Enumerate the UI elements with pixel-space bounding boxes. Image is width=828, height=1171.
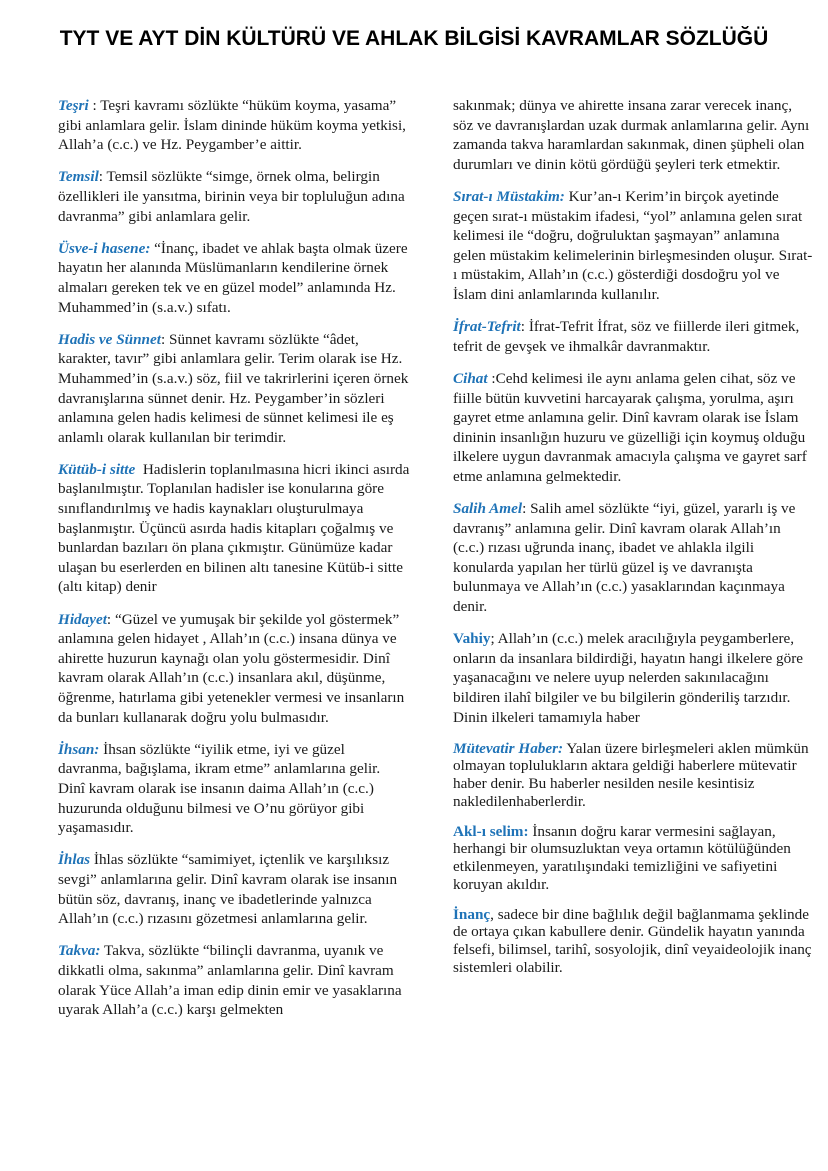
definition: Sünnet kavramı sözlükte “âdet, karakter, tavır” gibi anlamlara gelir. Terim olarak ise Hz. Muhammed’in (s.a.v.) söz, fiil ve takrirlerini içeren örnek davranışlarına sünnet denir. Hz. Peygamber’in sözleri anlamına gelen hadis kelimesi de sünnet kelimesi ile eş anlamlı olarak kullanılan bir terimdir.	[58, 330, 409, 446]
term: Vahiy	[453, 630, 491, 648]
term: İfrat-Tefrit	[453, 318, 521, 336]
definition: Takva, sözlükte “bilinçli davranma, uyanık ve dikkatli olma, sakınma” anlamlarına gelir. Dinî kavram olarak Yüce Allah’a iman edip dinin emir ve yasaklarına uyarak Allah’a (c.c.) karşı gelmekten	[58, 942, 402, 1019]
entry-cihat	[453, 369, 813, 487]
term: Üsve-i hasene:	[58, 239, 151, 257]
entry-ihsan	[58, 740, 410, 838]
entry-salih-amel	[453, 499, 813, 617]
definition: İhlas sözlükte “samimiyet, içtenlik ve karşılıksız sevgi” anlamlarına gelir. Dinî kavram olarak ise insanın bütün söz, davranış, inanç ve ibadetlerinde yalnızca Allah’ın (c.c.) rızasını gözetmesi anlamlarına gelir.	[58, 851, 398, 928]
definition: sadece bir dine bağlılık değil bağlanmama şeklinde de ortaya çıkan kabullere denir. Gündelik hayatın yanında felsefi, bilimsel, tarihî, sosyolojik, dinî veyaideolojik inanç sistemleri olabilir.	[453, 905, 812, 976]
definition: Kur’an-ı Kerim’in birçok ayetinde geçen sırat-ı müstakim ifadesi, “yol” anlamına gelen sırat kelimesi ile “doğru, doğruluktan şaşmayan” anlamına gelen müstakim kelimelerinin birleşmesinden oluşur. Sırat-ı müstakim, Allah’ın (c.c.) gösterdiği dosdoğru yol ve İslam dini anlamlarında kullanılır.	[453, 187, 813, 303]
separator	[135, 461, 143, 478]
definition: Salih amel sözlükte “iyi, güzel, yararlı iş ve davranış” anlamına gelir. Dinî kavram olarak Allah’ın (c.c.) rızası uğrunda inanç, ibadet ve ahlakla ilgili konularda yapılan her türlü güzel iş ve davranışta bulunmaya ve Allah’ın (c.c.) yasaklarından kaçınmaya denir.	[453, 500, 796, 616]
separator: ;	[490, 630, 498, 648]
term: Akl-ı selim:	[453, 822, 529, 840]
term: İnanç	[453, 905, 491, 923]
term: Hadis ve Sünnet	[58, 330, 161, 348]
definition: İfrat-Tefrit İfrat, söz ve fiillerde ileri gitmek, tefrit de gevşek ve ihmalkâr davranmaktır.	[453, 318, 800, 355]
definition: Temsil sözlükte “simge, örnek olma, belirgin özellikleri ile yansıtma, birinin veya bir topluluğun adına davranma” gibi anlamlara gelir.	[58, 168, 405, 225]
term: Kütüb-i sitte	[58, 460, 136, 478]
entry-usve-i-hasene	[58, 239, 410, 317]
definition: Allah’ın (c.c.) melek aracılığıyla peygamberlere, onların da insanlara bildirdiği, hayatın hangi ilkelere göre yaşanacağını ve nelere uyup nelerden sakınılacağını bildiren ilahî bilgiler ve bu bilgilerin gönderiliş tarzıdır. Dinin ilkeleri tamamıyla haber	[453, 630, 804, 726]
entry-vahiy	[453, 629, 813, 727]
right-column	[453, 96, 813, 989]
entry-kutub-i-sitte	[58, 460, 410, 597]
entry-temsil	[58, 167, 410, 226]
definition: Yalan üzere birleşmeleri aklen mümkün olmayan toplulukların aktara geldiği haberlere mütevatir haber denir. Bu haberler nesilden nesile kesintisiz nakledilenhaberlerdir.	[453, 739, 809, 810]
term: Cihat	[453, 369, 488, 387]
entry-mutevatir-haber	[453, 740, 813, 810]
entry-akl-i-selim	[453, 823, 813, 893]
entry-tesri	[58, 96, 410, 155]
entry-ifrat-tefrit	[453, 317, 813, 356]
left-column	[58, 96, 410, 1032]
term: İhsan:	[58, 740, 100, 758]
entry-hadis-ve-sunnet	[58, 330, 410, 448]
definition: Teşri kavramı sözlükte “hüküm koyma, yasama” gibi anlamlara gelir. İslam dininde hüküm koyma yetkisi, Allah’a (c.c.) ve Hz. Peygamber’e aittir.	[58, 97, 406, 154]
separator: :	[522, 500, 531, 518]
term: Takva:	[58, 942, 101, 960]
page-title: TYT VE AYT DİN KÜLTÜRÜ VE AHLAK BİLGİSİ KAVRAMLAR SÖZLÜĞÜ	[59, 27, 769, 50]
term: Teşri	[58, 97, 89, 114]
entry-takva-continued	[453, 96, 813, 174]
definition: sakınmak; dünya ve ahirette insana zarar verecek inanç, söz ve davranışlardan uzak durmak anlamlarına gelir. Aynı zamanda takva haramlardan sakınmak, dinen şüpheli olan durumları ve dinin kötü gördüğü şeyleri terk etmektir.	[453, 97, 810, 173]
separator: ,	[490, 905, 498, 923]
separator: :	[487, 369, 496, 387]
definition: “Güzel ve yumuşak bir şekilde yol göstermek” anlamına gelen hidayet , Allah’ın (c.c.) insana dünya ve ahirette huzurun kaynağı olan yolu göstermesidir. Dinî kavram olarak Allah’ın (c.c.) insanlara akıl, düşünme, öğrenme, hatırlama gibi yetenekler vermesi ve insanların da bunları kullanarak doğru yolu bulmasıdır.	[58, 610, 405, 726]
term: Salih Amel	[453, 500, 523, 518]
entry-sirat-i-mustakim	[453, 187, 813, 305]
entry-hidayet	[58, 610, 410, 728]
separator: :	[106, 610, 115, 628]
definition: İnsanın doğru karar vermesini sağlayan, herhangi bir olumsuzluktan veya ortamın kötülüğünden etkilenmeyen, yaratılışındaki temizliğini ve safiyetini koruyan akıldır.	[453, 822, 791, 893]
separator: :	[160, 330, 169, 348]
entry-takva	[58, 941, 410, 1019]
term: Sırat-ı Müstakim:	[453, 187, 565, 205]
separator: :	[98, 168, 107, 186]
separator: :	[88, 97, 101, 114]
definition: “İnanç, ibadet ve ahlak başta olmak üzere hayatın her alanında Müslümanların kendilerine örnek almaları gereken tek ve en güzel model” anlamında Hz. Muhammed’in (s.a.v.) sıfatı.	[58, 239, 408, 316]
term: İhlas	[58, 851, 91, 869]
term: Hidayet	[58, 610, 107, 628]
separator: :	[520, 318, 529, 336]
entry-inanc	[453, 906, 813, 976]
definition: Hadislerin toplanılmasına hicri ikinci asırda başlanılmıştır. Toplanılan hadisler ise konularına göre sınıflandırılmış ve hadis kaynakları oluşturulmaya başlanmıştır. Üçüncü asırda hadis kitapları çoğalmış ve bunlardan bazıları ön plana çıkmıştır. Günümüze kadar ulaşan bu eserlerden en bilinen altı tanesine Kütüb-i sitte (altı kitap) denir	[58, 460, 410, 596]
entry-ihlas	[58, 850, 410, 928]
term: Mütevatir Haber:	[453, 739, 564, 757]
definition: İhsan sözlükte “iyilik etme, iyi ve güzel davranma, bağışlama, ikram etme” anlamlarına gelir. Dinî kavram olarak ise insanın daima Allah’ın (c.c.) huzurunda olduğunu bilmesi ve O’nu görüyor gibi yaşamasıdır.	[58, 740, 381, 837]
definition: Cehd kelimesi ile aynı anlama gelen cihat, söz ve fiille bütün kuvvetini harcayarak çalışma, yorulma, aşırı gayret etme anlamına gelir. Dinî kavram olarak ise İslam dininin insanlığın huzuru ve güzelliği için koymuş olduğu ilkelere uygun davranmak amacıyla çalışma ve gayret sarf etme anlamına gelmektedir.	[453, 369, 807, 485]
term: Temsil	[58, 168, 99, 186]
